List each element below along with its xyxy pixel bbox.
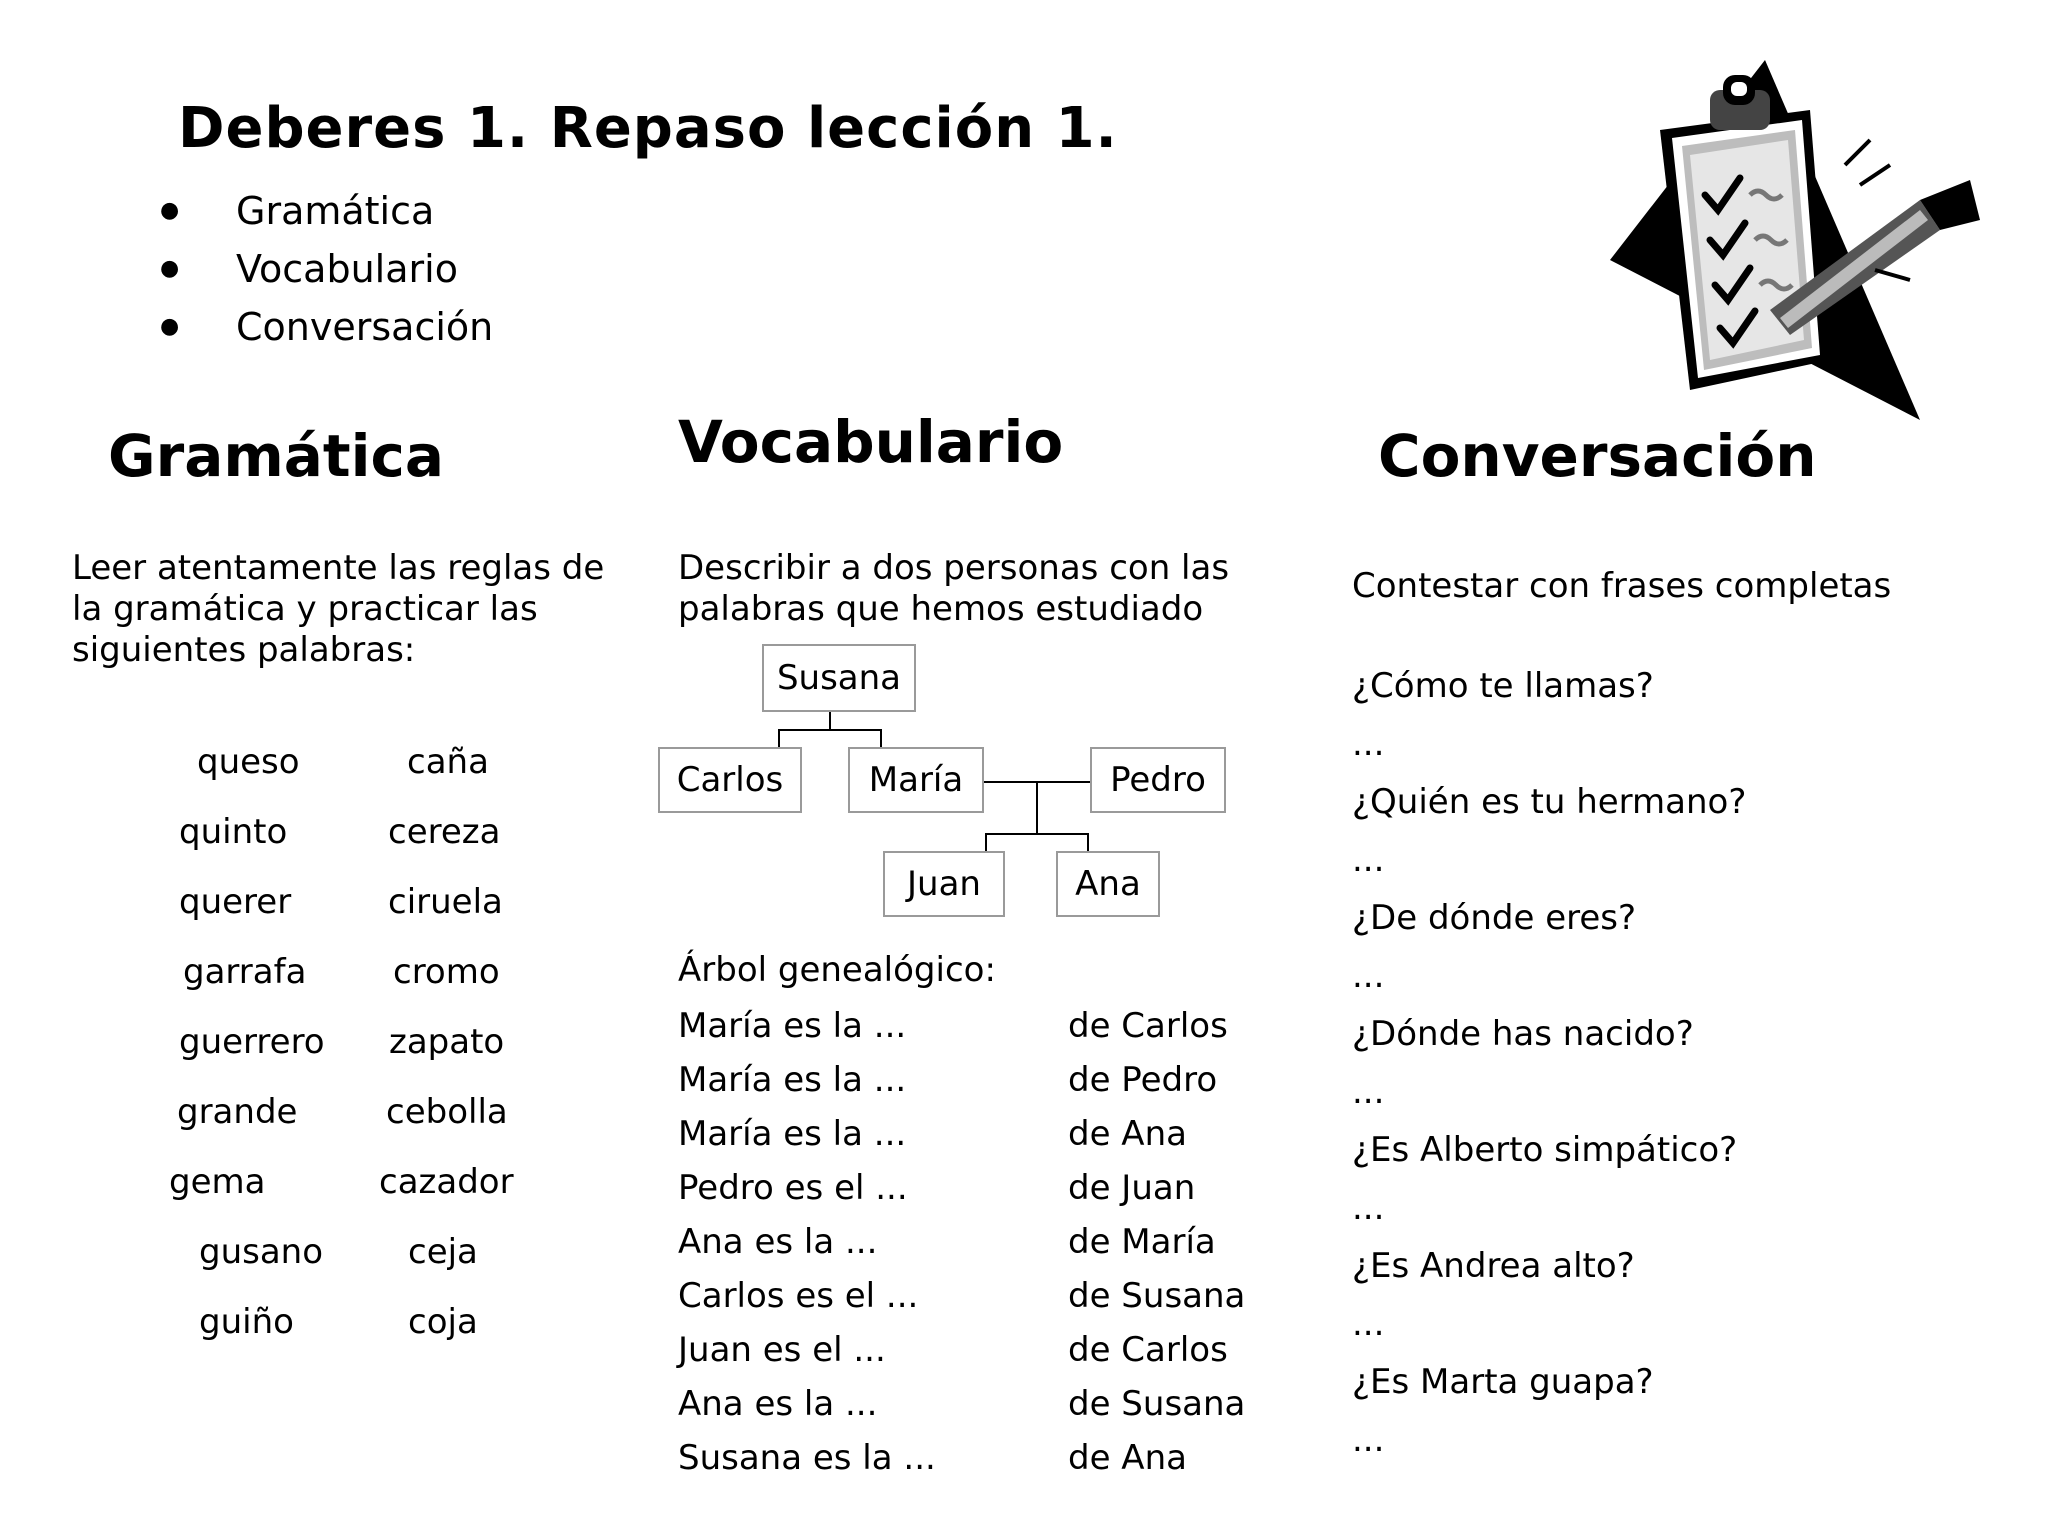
- word-item: ceja: [408, 1232, 478, 1272]
- exercise-right: de Ana: [1068, 1114, 1187, 1154]
- page-title: Deberes 1. Repaso lección 1.: [178, 96, 1118, 161]
- exercise-right: de Carlos: [1068, 1006, 1228, 1046]
- instruction-line: palabras que hemos estudiado: [678, 589, 1204, 629]
- tree-node-maria: María: [848, 747, 984, 813]
- answer-placeholder: ...: [1352, 1304, 1385, 1344]
- answer-placeholder: ...: [1352, 1072, 1385, 1112]
- answer-placeholder: ...: [1352, 1188, 1385, 1228]
- word-item: quinto: [179, 812, 288, 852]
- question-text: ¿Es Marta guapa?: [1352, 1362, 1654, 1402]
- tree-node-susana: Susana: [762, 644, 916, 712]
- exercise-left: Pedro es el ...: [678, 1168, 908, 1208]
- word-item: queso: [197, 742, 300, 782]
- exercise-left: Carlos es el ...: [678, 1276, 919, 1316]
- question-text: ¿Cómo te llamas?: [1352, 666, 1654, 706]
- question-text: ¿De dónde eres?: [1352, 898, 1637, 938]
- word-item: cereza: [388, 812, 501, 852]
- exercise-right: de Carlos: [1068, 1330, 1228, 1370]
- tree-connector: [985, 833, 987, 851]
- tree-connector: [778, 729, 882, 731]
- word-item: cazador: [379, 1162, 514, 1202]
- question-text: ¿Es Andrea alto?: [1352, 1246, 1635, 1286]
- answer-placeholder: ...: [1352, 840, 1385, 880]
- exercise-left: María es la ...: [678, 1114, 907, 1154]
- question-text: ¿Quién es tu hermano?: [1352, 782, 1747, 822]
- gramatica-instructions: [72, 548, 604, 671]
- conversacion-instruction: Contestar con frases completas: [1352, 566, 1892, 606]
- gramatica-heading: Gramática: [108, 422, 445, 490]
- conversacion-heading: Conversación: [1378, 422, 1817, 490]
- word-item: caña: [407, 742, 489, 782]
- answer-placeholder: ...: [1352, 724, 1385, 764]
- word-item: coja: [408, 1302, 478, 1342]
- clipboard-checklist-icon: [1590, 60, 1990, 430]
- exercise-right: de Susana: [1068, 1276, 1246, 1316]
- topic-label: Conversación: [236, 305, 494, 349]
- word-item: querer: [179, 882, 292, 922]
- bullet-dot-icon: ●: [160, 256, 180, 281]
- tree-connector: [1087, 833, 1089, 851]
- tree-connector: [829, 712, 831, 730]
- exercise-left: María es la ...: [678, 1060, 907, 1100]
- exercise-left: Susana es la ...: [678, 1438, 936, 1478]
- word-item: gema: [169, 1162, 266, 1202]
- word-item: grande: [177, 1092, 298, 1132]
- answer-placeholder: ...: [1352, 1420, 1385, 1460]
- word-item: cebolla: [386, 1092, 508, 1132]
- exercise-right: de Pedro: [1068, 1060, 1218, 1100]
- word-item: cromo: [393, 952, 500, 992]
- word-item: ciruela: [388, 882, 503, 922]
- question-text: ¿Es Alberto simpático?: [1352, 1130, 1738, 1170]
- tree-node-ana: Ana: [1056, 851, 1160, 917]
- bullet-dot-icon: ●: [160, 314, 180, 339]
- word-item: gusano: [199, 1232, 324, 1272]
- instruction-line: Describir a dos personas con las: [678, 548, 1230, 588]
- exercise-left: Juan es el ...: [678, 1330, 886, 1370]
- topic-label: Vocabulario: [236, 247, 458, 291]
- instruction-line: la gramática y practicar las: [72, 589, 538, 629]
- tree-label: Árbol genealógico:: [678, 950, 996, 990]
- bullet-dot-icon: ●: [160, 198, 180, 223]
- exercise-right: de Susana: [1068, 1384, 1246, 1424]
- word-item: garrafa: [183, 952, 307, 992]
- exercise-left: Ana es la ...: [678, 1222, 878, 1262]
- word-item: zapato: [389, 1022, 505, 1062]
- vocabulario-instructions: [678, 548, 1229, 630]
- tree-node-pedro: Pedro: [1090, 747, 1226, 813]
- exercise-left: María es la ...: [678, 1006, 907, 1046]
- tree-node-juan: Juan: [883, 851, 1005, 917]
- exercise-right: de Juan: [1068, 1168, 1196, 1208]
- answer-placeholder: ...: [1352, 956, 1385, 996]
- topic-label: Gramática: [236, 189, 435, 233]
- tree-node-carlos: Carlos: [658, 747, 802, 813]
- tree-connector: [1036, 781, 1038, 835]
- exercise-left: Ana es la ...: [678, 1384, 878, 1424]
- vocabulario-heading: Vocabulario: [678, 408, 1064, 476]
- instruction-line: Leer atentamente las reglas de: [72, 548, 605, 588]
- exercise-right: de María: [1068, 1222, 1216, 1262]
- word-item: guiño: [199, 1302, 294, 1342]
- tree-connector: [985, 833, 1089, 835]
- instruction-line: siguientes palabras:: [72, 630, 416, 670]
- tree-connector: [880, 729, 882, 747]
- question-text: ¿Dónde has nacido?: [1352, 1014, 1694, 1054]
- exercise-right: de Ana: [1068, 1438, 1187, 1478]
- word-item: guerrero: [179, 1022, 325, 1062]
- tree-connector: [778, 729, 780, 747]
